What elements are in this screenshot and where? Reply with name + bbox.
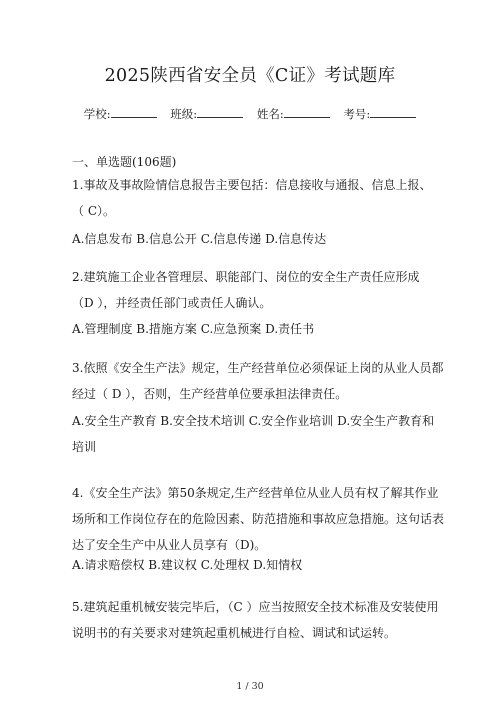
question-3 bbox=[72, 355, 444, 407]
question-2-options bbox=[72, 316, 432, 342]
question-line: 5.建筑起重机械安装完毕后，（C ）应当按照安全技术标准及安装使用 bbox=[72, 600, 439, 614]
school-label: 学校: bbox=[83, 107, 111, 121]
question-line: 达了安全生产中从业人员享有（D)。 bbox=[72, 538, 267, 552]
number-label: 考号: bbox=[343, 107, 371, 121]
question-5 bbox=[72, 594, 439, 646]
question-line: 经过（ D ），否则，生产经营单位要承担法律责任。 bbox=[72, 387, 348, 401]
question-1-options bbox=[72, 226, 432, 252]
name-label: 姓名: bbox=[256, 107, 284, 121]
document-title: 2025陕西省安全员《C证》考试题库 bbox=[104, 66, 396, 86]
question-3-options bbox=[72, 408, 435, 460]
class-blank bbox=[197, 106, 243, 118]
number-blank bbox=[370, 106, 416, 118]
school-field bbox=[84, 107, 157, 121]
question-2 bbox=[72, 264, 432, 316]
question-line: 2.建筑施工企业各管理层、职能部门、岗位的安全生产责任应形成 bbox=[72, 270, 420, 284]
question-4-options bbox=[72, 552, 432, 578]
options-line: A.请求赔偿权 B.建议权 C.处理权 D.知情权 bbox=[72, 558, 303, 572]
name-field bbox=[257, 107, 330, 121]
school-blank bbox=[111, 106, 157, 118]
question-line: 1.事故及事故险情信息报告主要包括：信息接收与通报、信息上报、 bbox=[72, 178, 432, 192]
options-line: A.安全生产教育 B.安全技术培训 C.安全作业培训 D.安全生产教育和 bbox=[72, 414, 435, 428]
options-line: A.管理制度 B.措施方案 C.应急预案 D.责任书 bbox=[72, 322, 315, 336]
page-number: 1 / 30 bbox=[236, 681, 264, 692]
question-4 bbox=[72, 480, 445, 558]
class-field bbox=[170, 107, 243, 121]
question-line: 4.《安全生产法》第50条规定,生产经营单位从业人员有权了解其作业 bbox=[72, 486, 439, 500]
question-line: 说明书的有关要求对建筑起重机械进行自检、调试和试运转。 bbox=[72, 626, 397, 640]
question-line: 3.依照《安全生产法》规定，生产经营单位必须保证上岗的从业人员都 bbox=[72, 361, 444, 375]
options-line: 培训 bbox=[72, 440, 97, 454]
name-blank bbox=[284, 106, 330, 118]
number-field bbox=[343, 107, 416, 121]
section-heading: 一、单选题(106题) bbox=[72, 155, 177, 169]
question-1 bbox=[72, 172, 432, 224]
options-line: A.信息发布 B.信息公开 C.信息传递 D.信息传达 bbox=[72, 232, 327, 246]
question-line: 场所和工作岗位存在的危险因素、防范措施和事故应急措施。这句话表 bbox=[72, 512, 445, 526]
question-line: （ C）。 bbox=[72, 204, 115, 218]
student-info-row bbox=[0, 106, 500, 122]
class-label: 班级: bbox=[170, 107, 198, 121]
question-line: （D ），并经责任部门或责任人确认。 bbox=[72, 296, 272, 310]
